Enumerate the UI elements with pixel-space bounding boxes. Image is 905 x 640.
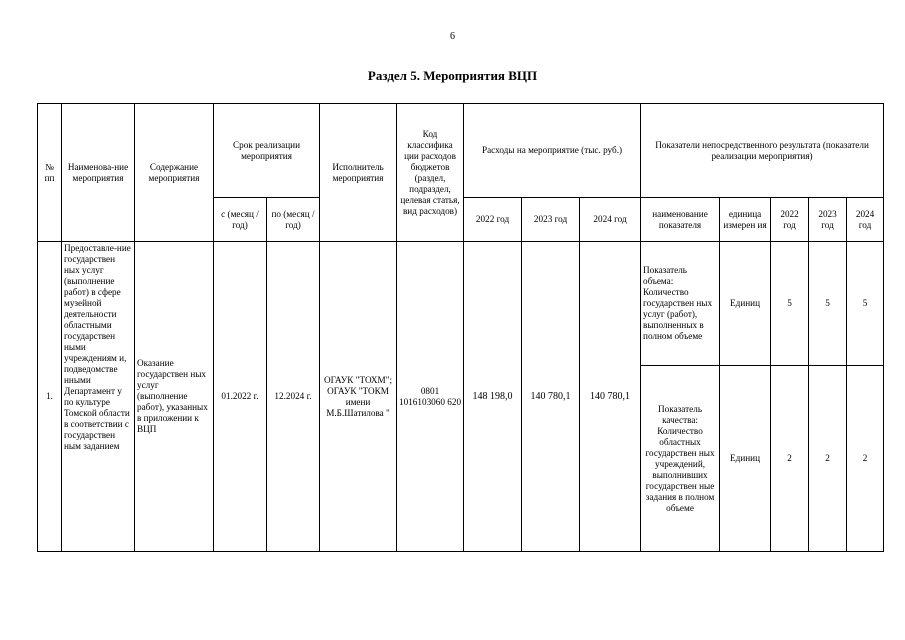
- header-period: Срок реализации мероприятия: [214, 104, 320, 198]
- indicator-name: Показатель объема: Количество государствен ных услуг (работ), выполненных в полном объеме: [641, 242, 720, 366]
- indicator-unit: Единиц: [720, 366, 771, 552]
- header-to: по (месяц /год): [267, 198, 320, 242]
- header-year-2024: 2024 год: [580, 198, 641, 242]
- header-code: Код классифика ции расходов бюджетов (раздел, подраздел, целевая статья, вид расходов): [397, 104, 464, 242]
- row-executor: ОГАУК "ТОХМ"; ОГАУК "ТОКМ имени М.Б.Шатилова ": [320, 242, 397, 552]
- header-indicator-name: наименование показателя: [641, 198, 720, 242]
- measures-table: [37, 103, 884, 552]
- header-row-1: [38, 104, 884, 198]
- indicator-2024: 5: [847, 242, 884, 366]
- header-content: Содержание мероприятия: [135, 104, 214, 242]
- header-from: с (месяц /год): [214, 198, 267, 242]
- header-unit: единица измерен ия: [720, 198, 771, 242]
- row-to: 12.2024 г.: [267, 242, 320, 552]
- indicator-2022: 5: [771, 242, 809, 366]
- row-exp-2024: 140 780,1: [580, 242, 641, 552]
- header-expenses: Расходы на мероприятие (тыс. руб.): [464, 104, 641, 198]
- indicator-2024: 2: [847, 366, 884, 552]
- indicator-name: Показатель качества: Количество областных государствен ных учреждений, выполнивших государствен ные задания в полном объеме: [641, 366, 720, 552]
- row-content: Оказание государствен ных услуг (выполнение работ), указанных в приложении к ВЦП: [135, 242, 214, 552]
- row-exp-2022: 148 198,0: [464, 242, 522, 552]
- indicator-2022: 2: [771, 366, 809, 552]
- header-num: № пп: [38, 104, 62, 242]
- header-executor: Исполнитель мероприятия: [320, 104, 397, 242]
- header-ind-year-2023: 2023 год: [809, 198, 847, 242]
- row-name: Предоставле-ние государствен ных услуг (выполнение работ) в сфере музейной деятельности областными государствен ными учреждениям и, подведомстве нными Департамент у по культуре Томской области в соответствии с государствен ным заданием: [62, 242, 135, 552]
- header-ind-year-2024: 2024 год: [847, 198, 884, 242]
- indicator-unit: Единиц: [720, 242, 771, 366]
- page-number: 6: [450, 31, 455, 42]
- header-ind-year-2022: 2022 год: [771, 198, 809, 242]
- indicator-2023: 2: [809, 366, 847, 552]
- header-name: Наименова-ние мероприятия: [62, 104, 135, 242]
- row-num: 1.: [38, 242, 62, 552]
- header-year-2022: 2022 год: [464, 198, 522, 242]
- row-code: 0801 1016103060 620: [397, 242, 464, 552]
- section-title: Раздел 5. Мероприятия ВЦП: [367, 68, 538, 83]
- indicator-2023: 5: [809, 242, 847, 366]
- table-row: [38, 242, 884, 366]
- header-year-2023: 2023 год: [522, 198, 580, 242]
- header-indicators: Показатели непосредственного результата (показатели реализации мероприятия): [641, 104, 884, 198]
- row-from: 01.2022 г.: [214, 242, 267, 552]
- row-exp-2023: 140 780,1: [522, 242, 580, 552]
